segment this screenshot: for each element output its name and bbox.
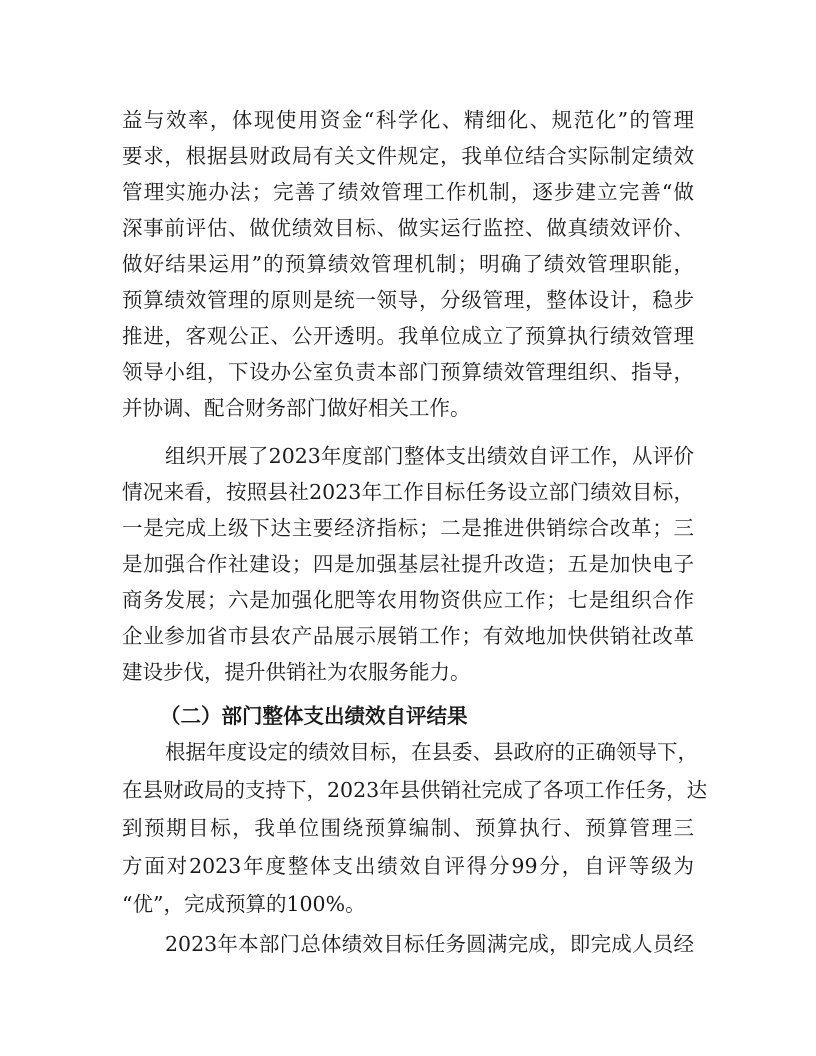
- text-line: 深事前评估、做优绩效目标、做实运行监控、做真绩效评价、: [122, 216, 694, 240]
- text-line: 管理实施办法；完善了绩效管理工作机制，逐步建立完善“做: [122, 180, 694, 204]
- text-line: “优”，完成预算的100%。: [122, 892, 366, 916]
- text-line: 根据年度设定的绩效目标，在县委、县政府的正确领导下，: [165, 740, 698, 764]
- text-line: 推进，客观公正、公开透明。我单位成立了预算执行绩效管理: [122, 324, 694, 348]
- text-line: 2023年本部门总体绩效目标任务圆满完成，即完成人员经: [165, 932, 694, 956]
- text-line: 商务发展；六是加强化肥等农用物资供应工作；七是组织合作: [122, 588, 694, 612]
- text-line: 组织开展了2023年度部门整体支出绩效自评工作，从评价: [165, 444, 694, 468]
- section-heading: （二）部门整体支出绩效自评结果: [160, 704, 468, 728]
- text-line: 领导小组，下设办公室负责本部门预算绩效管理组织、指导，: [122, 360, 694, 384]
- text-line: 一是完成上级下达主要经济指标；二是推进供销综合改革；三: [122, 516, 694, 540]
- text-line: 是加强合作社建设；四是加强基层社提升改造；五是加快电子: [122, 552, 694, 576]
- text-line: 方面对2023年度整体支出绩效自评得分99分，自评等级为: [122, 854, 694, 878]
- text-line: 要求，根据县财政局有关文件规定，我单位结合实际制定绩效: [122, 144, 694, 168]
- text-line: 企业参加省市县农产品展示展销工作；有效地加快供销社改革: [122, 624, 694, 648]
- text-line: 到预期目标，我单位围绕预算编制、预算执行、预算管理三: [122, 816, 694, 840]
- text-line: 做好结果运用”的预算绩效管理机制；明确了绩效管理职能，: [122, 252, 694, 276]
- text-line: 预算绩效管理的原则是统一领导，分级管理，整体设计，稳步: [122, 288, 694, 312]
- text-line: 益与效率，体现使用资金“科学化、精细化、规范化”的管理: [122, 108, 694, 132]
- text-line: 建设步伐，提升供销社为农服务能力。: [122, 660, 471, 684]
- text-line: 情况来看，按照县社2023年工作目标任务设立部门绩效目标，: [122, 480, 694, 504]
- text-line: 并协调、配合财务部门做好相关工作。: [122, 396, 471, 420]
- text-line: 在县财政局的支持下，2023年县供销社完成了各项工作任务，达: [122, 778, 708, 802]
